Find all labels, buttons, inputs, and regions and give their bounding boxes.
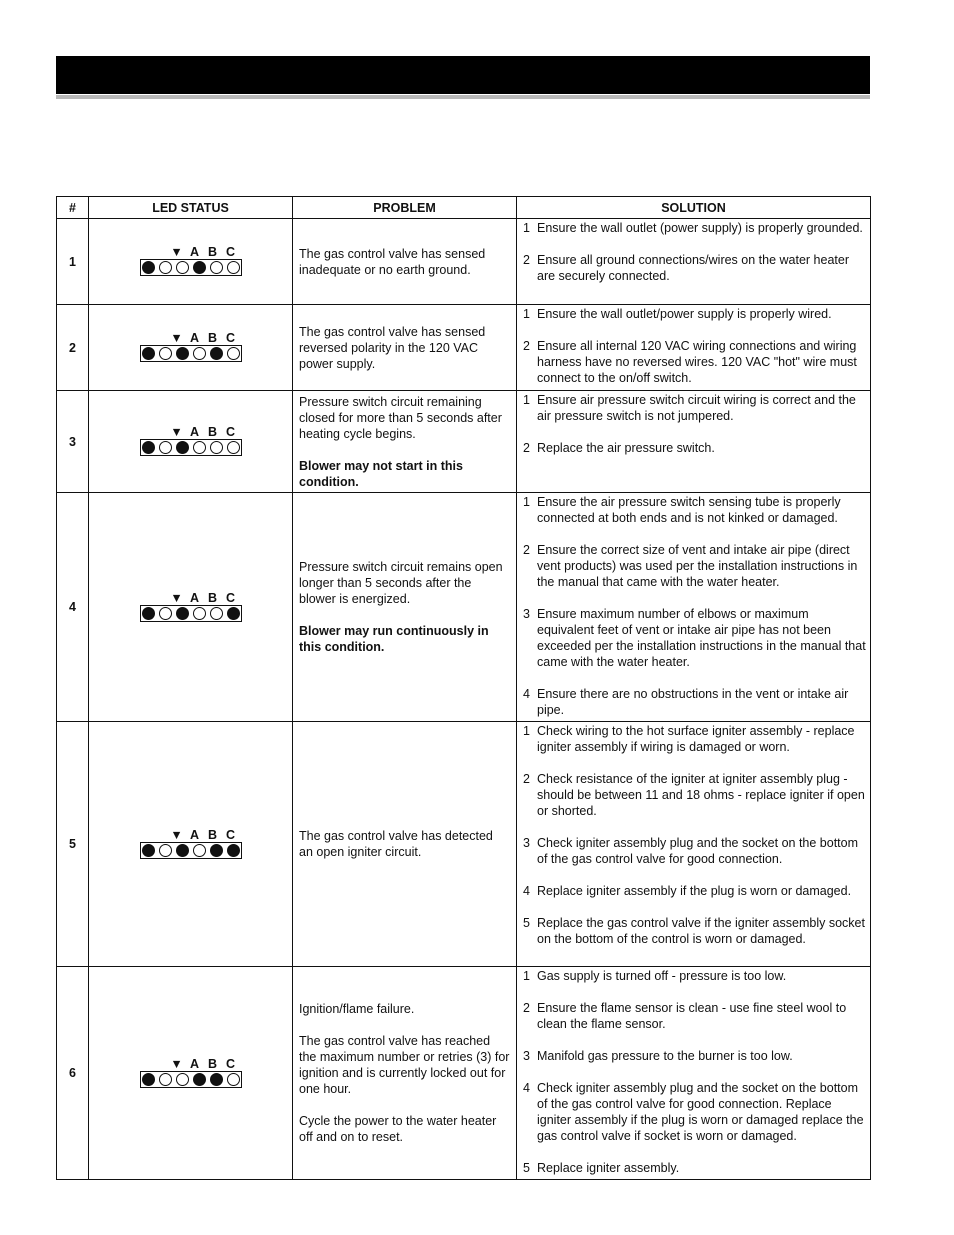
- led-labels: [140, 331, 242, 345]
- solution-item: [523, 542, 866, 590]
- led-labels: [140, 828, 242, 842]
- solution-item: [523, 220, 866, 236]
- solution-number: 1: [523, 724, 530, 738]
- led-label: B: [207, 1056, 218, 1071]
- solution-item: [523, 883, 866, 899]
- led-off-icon: [227, 347, 240, 360]
- triangle-marker-icon: ▼: [170, 590, 183, 605]
- triangle-marker-icon: ▼: [170, 1056, 183, 1071]
- table-row: [57, 967, 871, 1180]
- table-row: [57, 305, 871, 391]
- solution-item: [523, 1048, 866, 1064]
- solution-item: [523, 968, 866, 984]
- table-row: [57, 391, 871, 493]
- led-off-icon: [193, 844, 206, 857]
- problem-note: Blower may run continuously in this condition.: [299, 624, 489, 654]
- solution-item: [523, 440, 866, 456]
- led-indicator-box: [140, 439, 242, 456]
- solution-text: Gas supply is turned off - pressure is too low.: [537, 969, 787, 983]
- solution-number: 2: [523, 339, 530, 353]
- solution-text: Replace the air pressure switch.: [537, 441, 715, 455]
- led-status-cell: [89, 219, 293, 305]
- led-label: A: [189, 425, 200, 439]
- led-on-icon: [193, 1073, 206, 1086]
- led-labels: [140, 245, 242, 259]
- solution-item: [523, 835, 866, 867]
- problem-text: The gas control valve has detected an open igniter circuit.: [299, 829, 493, 859]
- led-status-cell: [89, 391, 293, 493]
- solution-number: 1: [523, 495, 530, 509]
- led-status-cell: [89, 493, 293, 722]
- led-status-cell: [89, 722, 293, 967]
- solution-number: 4: [523, 687, 530, 701]
- solution-text: Ensure air pressure switch circuit wiring is correct and the air pressure switch is not jumpered.: [537, 393, 856, 423]
- row-number: 5: [57, 722, 89, 967]
- solution-item: [523, 338, 866, 386]
- solution-number: 1: [523, 221, 530, 235]
- solution-number: 5: [523, 1161, 530, 1175]
- row-number: 6: [57, 967, 89, 1180]
- solution-number: 3: [523, 607, 530, 621]
- row-number: 4: [57, 493, 89, 722]
- diagnostic-table: [56, 196, 871, 1180]
- problem-cell: [293, 722, 517, 967]
- table-row: [57, 722, 871, 967]
- solution-item: [523, 494, 866, 526]
- led-off-icon: [227, 1073, 240, 1086]
- problem-note: Blower may not start in this condition.: [299, 458, 463, 489]
- led-on-icon: [176, 844, 189, 857]
- solution-item: [523, 915, 866, 947]
- led-off-icon: [210, 607, 223, 620]
- led-indicator-box: [140, 842, 242, 859]
- led-on-icon: [176, 347, 189, 360]
- table-header-row: [57, 197, 871, 219]
- problem-cell: [293, 305, 517, 391]
- problem-text: Pressure switch circuit remaining closed for more than 5 seconds after heating cycle begins.: [299, 394, 502, 441]
- led-labels: [140, 425, 242, 439]
- led-on-icon: [142, 441, 155, 454]
- led-off-icon: [227, 441, 240, 454]
- led-panel: [140, 828, 242, 859]
- solution-cell: [517, 219, 871, 305]
- led-indicator-box: [140, 259, 242, 276]
- led-panel: [140, 245, 242, 276]
- solution-text: Replace igniter assembly.: [537, 1161, 680, 1175]
- problem-text: Pressure switch circuit remains open longer than 5 seconds after the blower is energized.: [299, 560, 503, 606]
- solution-text: Replace igniter assembly if the plug is worn or damaged.: [537, 884, 852, 898]
- row-number: 3: [57, 391, 89, 493]
- solution-number: 1: [523, 969, 530, 983]
- led-label: B: [207, 425, 218, 439]
- solution-number: 5: [523, 916, 530, 930]
- solution-text: Ensure the flame sensor is clean - use fine steel wool to clean the flame sensor.: [537, 1001, 847, 1031]
- led-label: B: [207, 590, 218, 605]
- problem-text: The gas control valve has reached the maximum number or retries (3) for ignition and is currently locked out for one hour.: [299, 1034, 510, 1096]
- table-row: [57, 493, 871, 722]
- triangle-marker-icon: ▼: [170, 827, 183, 842]
- led-on-icon: [210, 1073, 223, 1086]
- led-label: C: [225, 590, 236, 605]
- led-label: A: [189, 331, 200, 345]
- led-on-icon: [210, 347, 223, 360]
- solution-cell: [517, 391, 871, 493]
- led-off-icon: [159, 347, 172, 360]
- solution-number: 2: [523, 772, 530, 786]
- led-panel: [140, 425, 242, 456]
- led-off-icon: [159, 844, 172, 857]
- solution-text: Ensure the wall outlet/power supply is properly wired.: [537, 307, 832, 321]
- problem-cell: [293, 391, 517, 493]
- solution-text: Check wiring to the hot surface igniter assembly - replace igniter assembly if wiring is damaged or worn.: [537, 724, 855, 754]
- led-off-icon: [159, 261, 172, 274]
- led-label: A: [189, 245, 200, 259]
- solution-cell: [517, 493, 871, 722]
- solution-number: 3: [523, 836, 530, 850]
- solution-text: Ensure there are no obstructions in the vent or intake air pipe.: [537, 687, 849, 717]
- problem-cell: [293, 967, 517, 1180]
- header-bar: [56, 56, 870, 94]
- table-body: [57, 219, 871, 1180]
- solution-text: Ensure all ground connections/wires on the water heater are securely connected.: [537, 253, 849, 283]
- solution-text: Manifold gas pressure to the burner is too low.: [537, 1049, 793, 1063]
- solution-text: Replace the gas control valve if the igniter assembly socket on the bottom of the control is worn or damaged.: [537, 916, 865, 946]
- led-label: B: [207, 245, 218, 259]
- led-label: C: [225, 425, 236, 439]
- solution-cell: [517, 305, 871, 391]
- solution-item: [523, 252, 866, 284]
- led-label: A: [189, 1056, 200, 1071]
- problem-text: The gas control valve has sensed inadequate or no earth ground.: [299, 246, 486, 277]
- led-on-icon: [193, 261, 206, 274]
- led-status-cell: [89, 305, 293, 391]
- led-on-icon: [142, 261, 155, 274]
- problem-text: The gas control valve has sensed reversed polarity in the 120 VAC power supply.: [299, 324, 486, 371]
- problem-cell: [293, 493, 517, 722]
- row-number: 1: [57, 219, 89, 305]
- led-off-icon: [210, 261, 223, 274]
- solution-number: 1: [523, 393, 530, 407]
- solution-item: [523, 606, 866, 670]
- led-panel: [140, 1057, 242, 1088]
- led-on-icon: [227, 607, 240, 620]
- led-on-icon: [176, 441, 189, 454]
- solution-text: Check resistance of the igniter at igniter assembly plug - should be between 11 and 18 ohms - replace igniter if open or shorted.: [537, 772, 865, 818]
- solution-item: [523, 723, 866, 755]
- solution-text: Ensure maximum number of elbows or maximum equivalent feet of vent or intake air pipe has not been exceeded per the installation instructions in the manual that came with the water heater.: [537, 607, 866, 669]
- led-labels: [140, 591, 242, 605]
- solution-text: Ensure the air pressure switch sensing tube is properly connected at both ends and is not kinked or damaged.: [537, 495, 841, 525]
- led-indicator-box: [140, 605, 242, 622]
- led-off-icon: [159, 441, 172, 454]
- led-off-icon: [227, 261, 240, 274]
- led-off-icon: [193, 347, 206, 360]
- led-on-icon: [142, 607, 155, 620]
- led-off-icon: [159, 1073, 172, 1086]
- solution-item: [523, 1000, 866, 1032]
- solution-item: [523, 771, 866, 819]
- led-off-icon: [193, 607, 206, 620]
- column-header-number: #: [57, 197, 89, 219]
- solution-item: [523, 1160, 866, 1176]
- solution-number: 2: [523, 1001, 530, 1015]
- led-on-icon: [227, 844, 240, 857]
- solution-number: 2: [523, 253, 530, 267]
- led-on-icon: [142, 1073, 155, 1086]
- column-header-solution: SOLUTION: [517, 197, 871, 219]
- solution-item: [523, 392, 866, 424]
- problem-cell: [293, 219, 517, 305]
- led-label: C: [225, 1056, 236, 1071]
- header-rule: [56, 95, 870, 99]
- solution-cell: [517, 722, 871, 967]
- led-on-icon: [142, 844, 155, 857]
- led-off-icon: [176, 261, 189, 274]
- solution-number: 4: [523, 884, 530, 898]
- solution-text: Ensure the wall outlet (power supply) is properly grounded.: [537, 221, 863, 235]
- triangle-marker-icon: ▼: [170, 331, 183, 345]
- table-row: [57, 219, 871, 305]
- solution-text: Check igniter assembly plug and the socket on the bottom of the gas control valve for good connection.: [537, 836, 859, 866]
- problem-text: Ignition/flame failure.: [299, 1002, 415, 1016]
- led-off-icon: [176, 1073, 189, 1086]
- led-panel: [140, 591, 242, 622]
- column-header-led-status: LED STATUS: [89, 197, 293, 219]
- led-off-icon: [210, 441, 223, 454]
- solution-cell: [517, 967, 871, 1180]
- solution-text: Check igniter assembly plug and the socket on the bottom of the gas control valve for good connection. Replace igniter assembly if the plug is worn or damaged replace the gas control valve if socket is worn or damaged.: [537, 1081, 864, 1143]
- led-labels: [140, 1057, 242, 1071]
- led-label: A: [189, 827, 200, 842]
- solution-number: 1: [523, 307, 530, 321]
- column-header-problem: PROBLEM: [293, 197, 517, 219]
- row-number: 2: [57, 305, 89, 391]
- led-panel: [140, 331, 242, 362]
- solution-number: 2: [523, 441, 530, 455]
- led-label: C: [225, 827, 236, 842]
- solution-item: [523, 306, 866, 322]
- solution-number: 4: [523, 1081, 530, 1095]
- problem-text: Cycle the power to the water heater off and on to reset.: [299, 1114, 497, 1144]
- led-indicator-box: [140, 1071, 242, 1088]
- led-label: A: [189, 590, 200, 605]
- led-label: C: [225, 331, 236, 345]
- solution-text: Ensure the correct size of vent and intake air pipe (direct vent products) was used per the installation instructions in the manual that came with the water heater.: [537, 543, 858, 589]
- led-on-icon: [176, 607, 189, 620]
- solution-item: [523, 686, 866, 718]
- solution-number: 3: [523, 1049, 530, 1063]
- led-on-icon: [210, 844, 223, 857]
- led-label: C: [225, 245, 236, 259]
- led-status-cell: [89, 967, 293, 1180]
- solution-item: [523, 1080, 866, 1144]
- led-off-icon: [193, 441, 206, 454]
- solution-number: 2: [523, 543, 530, 557]
- led-label: B: [207, 331, 218, 345]
- led-on-icon: [142, 347, 155, 360]
- led-label: B: [207, 827, 218, 842]
- triangle-marker-icon: ▼: [170, 245, 183, 259]
- solution-text: Ensure all internal 120 VAC wiring connections and wiring harness have no reversed wires. 120 VAC "hot" wire must connect to the on/off switch.: [537, 339, 857, 385]
- led-indicator-box: [140, 345, 242, 362]
- triangle-marker-icon: ▼: [170, 425, 183, 439]
- led-off-icon: [159, 607, 172, 620]
